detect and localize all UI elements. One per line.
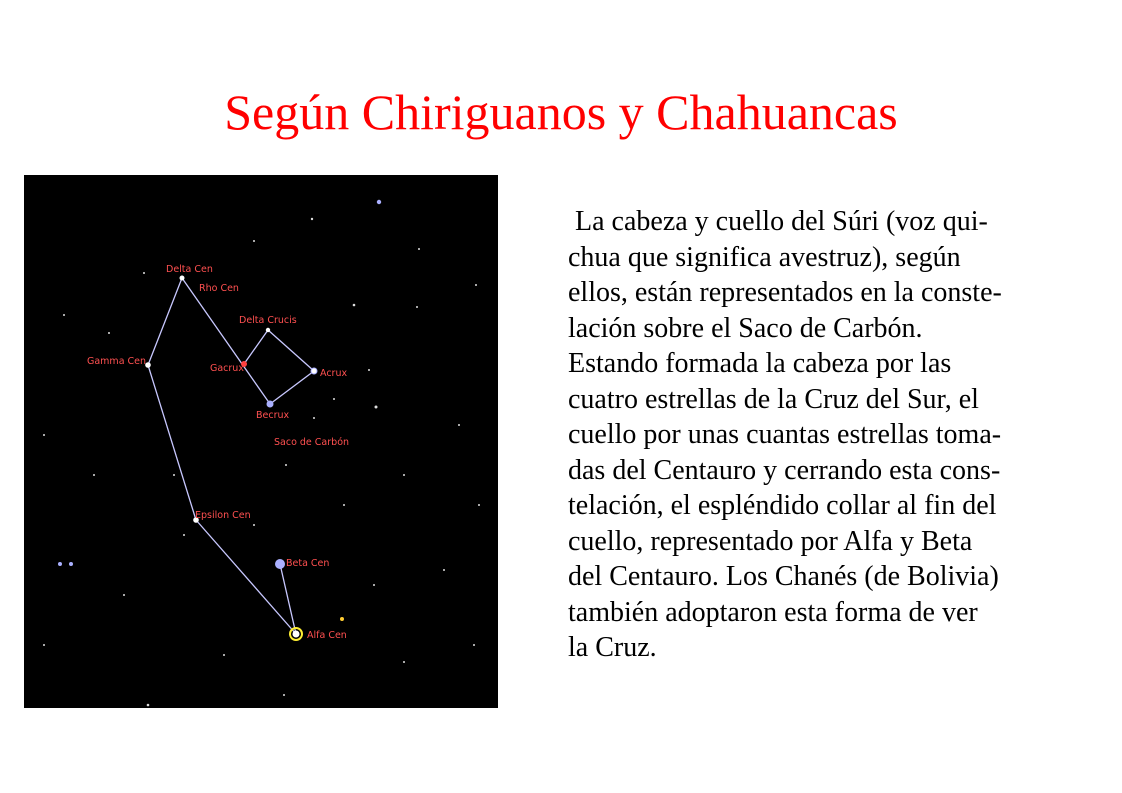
label-delta-crucis: Delta Crucis xyxy=(239,315,297,326)
night-sky-background xyxy=(24,175,498,708)
label-delta-cen: Delta Cen xyxy=(166,264,213,275)
paragraph-line: cuello por unas cuantas estrellas toma- xyxy=(568,419,1002,450)
label-saco-de-carbon: Saco de Carbón xyxy=(274,437,350,448)
star-map-image xyxy=(24,175,498,708)
paragraph-line: lación sobre el Saco de Carbón. xyxy=(568,312,923,344)
paragraph-line: telación, el espléndido collar al fin del xyxy=(568,490,997,521)
slide-title: Según Chiriguanos y Chahuancas xyxy=(224,84,898,140)
paragraph-line: La cabeza y cuello del Súri (voz qui- xyxy=(568,206,988,237)
paragraph-line: ellos, están representados en la conste- xyxy=(568,277,1002,308)
star-map-svg xyxy=(24,175,498,708)
label-beta-cen: Beta Cen xyxy=(286,558,330,569)
paragraph-line: chua que significa avestruz), según xyxy=(568,241,961,273)
label-gamma-cen: Gamma Cen xyxy=(87,356,147,367)
paragraph-line: cuatro estrellas de la Cruz del Sur, el xyxy=(568,383,979,415)
label-rho-cen: Rho Cen xyxy=(199,283,239,294)
paragraph-line: la Cruz. xyxy=(568,632,657,663)
star-becrux xyxy=(267,401,274,408)
label-acrux: Acrux xyxy=(320,368,348,379)
star-acrux xyxy=(311,368,317,374)
label-gacrux: Gacrux xyxy=(210,363,244,374)
paragraph-line: Estando formada la cabeza por las xyxy=(568,348,952,379)
star-beta-cen xyxy=(275,559,285,569)
star-delta-crucis xyxy=(266,328,270,332)
label-epsilon-cen: Epsilon Cen xyxy=(195,510,251,521)
paragraph-line: también adoptaron esta forma de ver xyxy=(568,596,978,628)
paragraph-line: del Centauro. Los Chanés (de Bolivia) xyxy=(568,561,999,592)
star-delta-cen xyxy=(180,276,185,281)
paragraph-line: cuello, representado por Alfa y Beta xyxy=(568,525,973,557)
paragraph-line: das del Centauro y cerrando esta cons- xyxy=(568,454,1001,486)
label-alfa-cen: Alfa Cen xyxy=(307,630,347,641)
label-becrux: Becrux xyxy=(256,410,290,421)
star-alfa-cen xyxy=(293,631,300,638)
description-paragraph xyxy=(568,204,1108,666)
